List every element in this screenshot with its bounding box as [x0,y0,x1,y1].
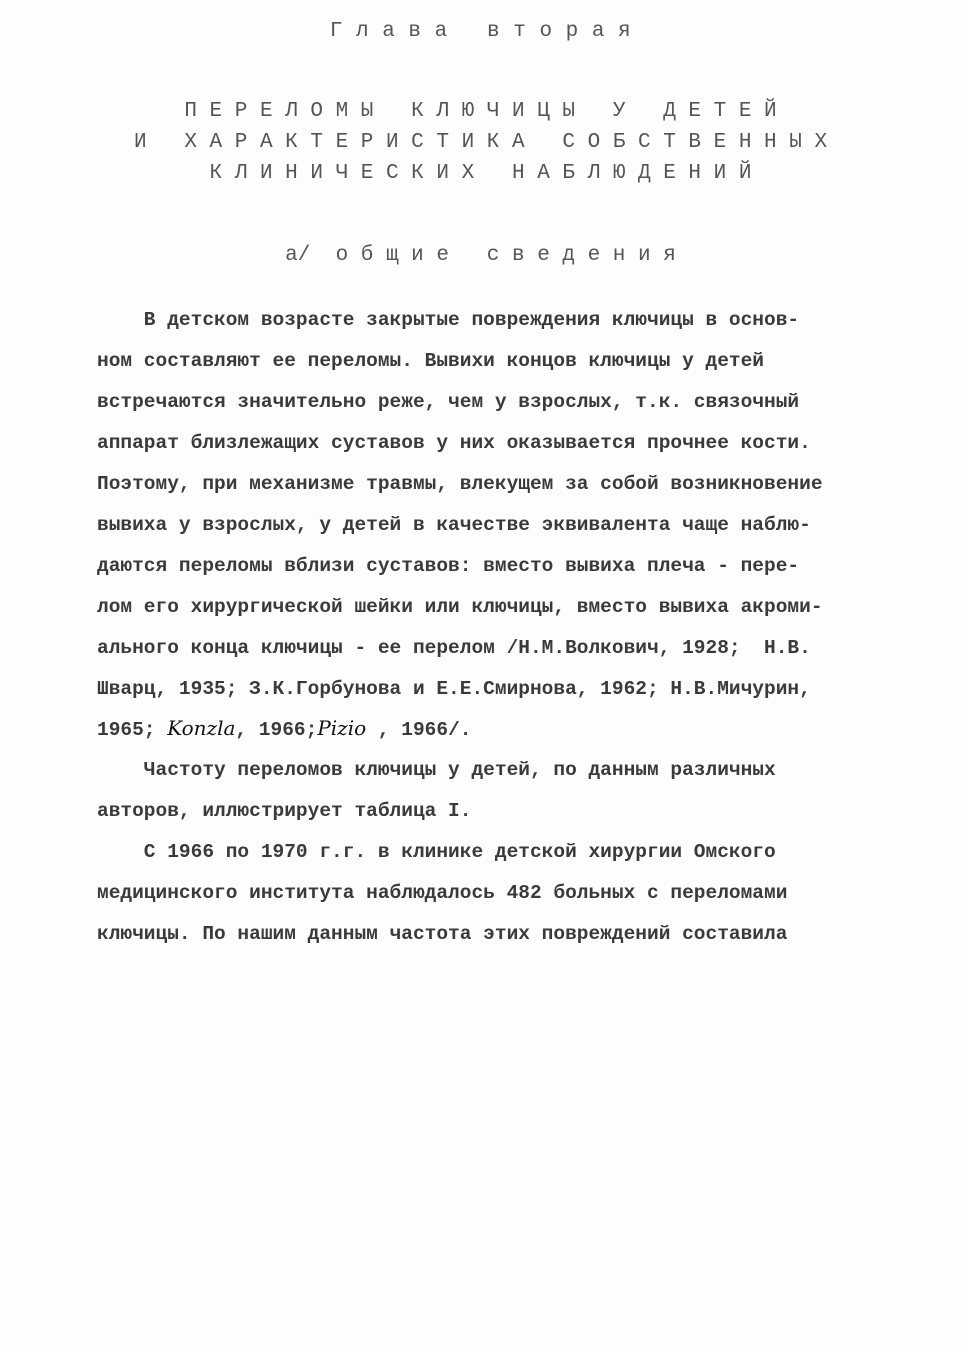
body-line: Поэтому, при механизме травмы, влекущем за собой возникновение [97,473,823,495]
handwritten-author-name: Pizio [317,716,367,740]
body-line: аппарат близлежащих суставов у них оказывается прочнее кости. [97,432,811,454]
body-line-with-handwriting [97,713,877,743]
body-line: ального конца ключицы - ее перелом /Н.М.Волкович, 1928; Н.В. [97,637,811,659]
body-line: Частоту переломов ключицы у детей, по данным различных [97,759,776,781]
body-line: даются переломы вблизи суставов: вместо вывиха плеча - пере- [97,555,800,577]
body-line: ключицы. По нашим данным частота этих повреждений составила [97,923,788,945]
body-text-segment: 1965; [97,719,168,741]
body-line: С 1966 по 1970 г.г. в клинике детской хирургии Омского [97,841,776,863]
body-line: авторов, иллюстрирует таблица I. [97,800,472,822]
body-line: В детском возрасте закрытые повреждения ключицы в основ- [97,309,800,331]
subheading: а/ о б щ и е с в е д е н и я [285,244,676,267]
body-text-segment: , 1966; [235,719,318,741]
body-line: вывиха у взрослых, у детей в качестве эквивалента чаще наблю- [97,514,811,536]
chapter-heading: Г л а в а в т о р а я [329,20,632,43]
title-line-3: К Л И Н И Ч Е С К И Х Н А Б Л Ю Д Е Н И Й [209,162,752,185]
handwritten-author-name: Konzla [167,716,236,740]
body-text-segment: , 1966/. [366,719,472,741]
body-line: ном составляют ее переломы. Вывихи концов ключицы у детей [97,350,765,372]
body-line: Шварц, 1935; З.К.Горбунова и Е.Е.Смирнова, 1962; Н.В.Мичурин, [97,678,811,700]
body-line: лом его хирургической шейки или ключицы, вместо вывиха акроми- [97,596,823,618]
title-line-2: И Х А Р А К Т Е Р И С Т И К А С О Б С Т В Е Н Н Ы Х [133,131,828,154]
body-line: встречаются значительно реже, чем у взрослых, т.к. связочный [97,391,800,413]
title-line-1: П Е Р Е Л О М Ы К Л Ю Ч И Ц Ы У Д Е Т Е Й [184,100,777,123]
body-line: медицинского института наблюдалось 482 больных с переломами [97,882,788,904]
